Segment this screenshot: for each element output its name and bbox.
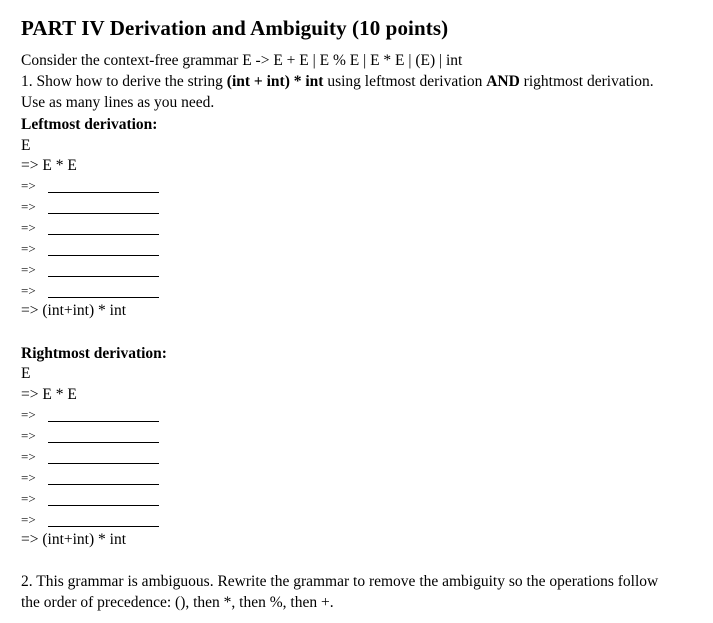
answer-blank[interactable] [48, 484, 159, 485]
leftmost-final: => (int+int) * int [21, 302, 127, 319]
question-1 [21, 73, 654, 91]
rightmost-final: => (int+int) * int [21, 531, 127, 548]
answer-blank[interactable] [48, 255, 159, 256]
q1-mid: using leftmost derivation [323, 73, 487, 90]
q1-and: AND [486, 73, 520, 90]
rightmost-step-1: => E * E [21, 386, 77, 403]
derive-arrow: => [21, 220, 36, 235]
answer-blank[interactable] [48, 192, 159, 193]
q1-prefix: 1. Show how to derive the string [21, 73, 227, 90]
q1-target-string: (int + int) * int [226, 73, 324, 90]
derive-arrow: => [21, 262, 36, 277]
grammar-statement: Consider the context-free grammar E -> E + E | E % E | E * E | (E) | int [21, 52, 463, 69]
answer-blank[interactable] [48, 297, 159, 298]
rightmost-start: E [21, 365, 31, 382]
derive-arrow: => [21, 428, 36, 443]
answer-blank[interactable] [48, 421, 159, 422]
answer-blank[interactable] [48, 276, 159, 277]
derive-arrow: => [21, 178, 36, 193]
question-2-line-2: the order of precedence: (), then *, then %, then +. [21, 594, 334, 611]
part-title: PART IV Derivation and Ambiguity (10 points) [21, 16, 449, 40]
answer-blank[interactable] [48, 234, 159, 235]
answer-blank[interactable] [48, 526, 159, 527]
answer-blank[interactable] [48, 463, 159, 464]
question-2-line-1: 2. This grammar is ambiguous. Rewrite the grammar to remove the ambiguity so the operations follow [21, 573, 659, 590]
leftmost-step-1: => E * E [21, 157, 77, 174]
derive-arrow: => [21, 491, 36, 506]
answer-blank[interactable] [48, 505, 159, 506]
derive-arrow: => [21, 512, 36, 527]
answer-blank[interactable] [48, 213, 159, 214]
leftmost-start: E [21, 137, 31, 154]
q1-suffix: rightmost derivation. [519, 73, 654, 90]
derive-arrow: => [21, 283, 36, 298]
derive-arrow: => [21, 407, 36, 422]
rightmost-heading: Rightmost derivation: [21, 345, 167, 362]
derive-arrow: => [21, 470, 36, 485]
leftmost-heading: Leftmost derivation: [21, 116, 158, 133]
answer-blank[interactable] [48, 442, 159, 443]
derive-arrow: => [21, 199, 36, 214]
derive-arrow: => [21, 241, 36, 256]
derive-arrow: => [21, 449, 36, 464]
instruction-note: Use as many lines as you need. [21, 94, 215, 111]
